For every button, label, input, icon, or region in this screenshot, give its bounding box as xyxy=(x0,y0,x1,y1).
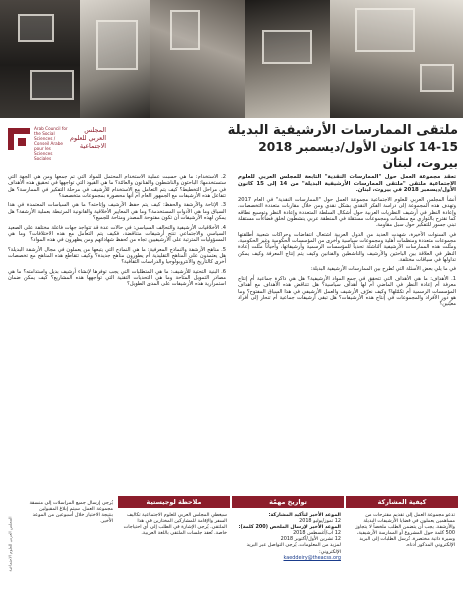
box-body: تدعو مجموعة العمل إلى تقديم مقترحات من مساهمين يعملون في قضايا الأرشيفات البديلة والأرشفة. يجب أن يتضمن الطلب ملخصاً لا يتجاوز 500 كلمة حول المشروع أو الممارسة الأرشيفية، وسيرة ذاتية مختصرة. تُرسل الطلبات إلى البريد الإلكتروني المذكور أدناه. xyxy=(355,512,455,549)
side-note-text: المجلس العربي للعلوم الاجتماعية xyxy=(7,516,13,572)
logo-arabic-text: المجلس العربي للعلوم الاجتماعية xyxy=(70,126,106,150)
question-ethics: 4. الأخلاقيات الأرشيفية والتحالف السياسي: في حالات عدة قد تتواجد جهات فاعلة مختلفة على الصعيد السياسي والاجتماعي تنتج أرشيفات متناقضة، فكيف يتم التعامل مع هذه الاختلافات؟ وما هي المسؤوليات المترتبة على الأرشيفيين تجاه من تُحفظ شهاداتهم ومن يظهرون في هذه المواد؟ xyxy=(8,224,226,244)
contact-text: لمزيد من المعلومات، يُرجى التواصل عبر البريد الإلكتروني: xyxy=(246,542,341,555)
questions-intro: في ما يلي بعض الأسئلة التي تُطرح بين الممارسات الأرشيفية البديلة: xyxy=(310,266,456,273)
event-dates: 14-15 كانون الأول/ديسمبر 2018 xyxy=(258,140,458,154)
box-heading: كيفية المشاركة xyxy=(346,496,458,508)
contact-email-link[interactable]: kaeddeiry@theacss.org xyxy=(283,554,341,561)
acss-logo-icon xyxy=(8,128,30,150)
question-objectives: 1. الأهداف: ما هي الأهداف التي تتحقق في جمع المواد الأرشيفية؟ هل هي ذاكرة جماعية أم إنتاج معرفة أم إعادة النظر في الماضي أم لها أهداف سياسية؟ هل تتناقض هذه الأهداف مع أهداف المؤسسات الرسمية أم تكمّلها؟ وكيف نعرّف الأرشيف والعمل الأرشيفي في هذا السياق المفتوح؟ وما هو دور الأفراد والمجموعات في إنتاج هذه الأرشيفات؟ هل تبقى أرشيفات جماعية أم تنحاز إلى أفراد معيّنين؟ xyxy=(238,276,456,308)
box-body: سيغطي المجلس العربي للعلوم الاجتماعية تكاليف السفر والإقامة للمشاركين المختارين في هذا الملتقى. يُرجى الإشارة في الطلب إلى أي احتياجات خاصة. تُعقد جلسات الملتقى باللغة العربية. xyxy=(123,512,227,537)
box-heading: ملاحظة لوجيستية xyxy=(118,496,230,508)
box-body xyxy=(232,508,344,561)
context-paragraph: في السنوات الأخيرة، شهدت العديد من الدول العربية اشتعال انتفاضات وحراكات شعبية أطلقتها مجموعات متعددة ومنظمات أهلية ومجموعات سياسية وأخرى من المؤسسات الحكومية وغير الحكومية، ومثّلت هذه الممارسات الأرشيفية الناشئة تحدياً للمؤسسات الرسمية وأرشيفاتها، وأحياناً مثّلت إعادة النظر في العلاقة بين الباحثين والأرشيف والناشطين والفنانين وكيف يتم إنتاج المعرفة وكيف يمكن تداولها في سياقات مختلفة. xyxy=(238,231,456,263)
date-value: 12 تموز/يوليو 2018 xyxy=(299,518,341,525)
date-value: 12 آب/أغسطس 2018 xyxy=(293,530,341,537)
logo-english-text: Arab Council for the Social Sciences / Conseil Arabe pour les Sciences Sociales xyxy=(34,126,68,161)
left-text-column xyxy=(8,174,226,291)
question-access: 3. الإتاحة والأرشفة والحفظ: كيف يتم حفظ الأرشيف وإتاحته؟ ما هي السياسات المعتمدة في هذا السياق وما هي الأدوات المستخدمة؟ وما هي المعايير الأخلاقية والقانونية المرتبطة بعملية الأرشفة؟ هل يمكن لهذه الأرشيفات أن تكون مفتوحة المصدر ومتاحة للجميع؟ xyxy=(8,202,226,221)
page-title: ملتقى الممارسات الأرشيفية البديلة xyxy=(227,123,458,138)
photo-frame xyxy=(420,64,454,92)
extra-note-box xyxy=(26,496,116,592)
question-methods: 5. مناهج الأرشفة والنماذج المعرفية: ما هي النماذج التي يتبعها من يعملون في مجال الأرشفة البديلة؟ هل يعتمدون على المناهج التقليدية أم يطورون مناهج جديدة؟ وكيف تتقاطع هذه المناهج مع تخصصات أخرى كالتاريخ والأنثروبولوجيا والدراسات الثقافية؟ xyxy=(8,246,226,266)
acss-logo xyxy=(8,124,104,168)
photo-frame xyxy=(96,20,138,70)
info-boxes xyxy=(6,496,458,592)
photo-frame xyxy=(30,70,74,100)
how-to-participate-box xyxy=(346,496,458,592)
right-text-column xyxy=(238,174,456,311)
photo-frame xyxy=(355,8,415,52)
intro-lead: تعقد مجموعة العمل حول "الممارسات النقدية" التابعة للمجلس العربي للعلوم الاجتماعية ملتقى "ملتقى الممارسات الأرشيفية البديلة" من 14 إلى 15 كانون الأول/ديسمبر 2018 في بيروت، لبنان. xyxy=(238,174,456,194)
photo-frame xyxy=(262,30,312,64)
date-label: الموعد الأخير لإرسال الملخص (200 كلمة): xyxy=(238,524,341,531)
question-infrastructure: 6. البنية التحتية للأرشيف: ما هي المتطلبات التي يجب توفرها لإنشاء أرشيف بديل واستدامته؟ ما هي مصادر التمويل المتاحة وما هي التحديات التقنية التي تواجهها هذه المشاريع؟ كيف يمكن ضمان استمرارية هذه الأرشيفات على المدى الطويل؟ xyxy=(8,268,226,288)
intro-paragraph: أنشأ المجلس العربي للعلوم الاجتماعية مجموعة العمل حول "الممارسات النقدية" في العام 2017 وتهدف هذه المجموعة إلى دراسة الفكر النقدي بشكل نقدي ومن خلال مقاربات متعددة التخصصات، وإعادة النظر في أرشيف النظريات العربية حول أشكال السلطة المتعددة وإعادة النظر وتوسيع نطاقه كما نقترح بالتوازي مع منظمات ومجموعات مستقلة في المنطقة عربي ينشطون لخلق فضاءات مستقلة تبني جسور للتفكير حول سبل مقاومة. xyxy=(238,197,456,229)
header-photo-banner xyxy=(0,0,463,118)
photo-frame xyxy=(18,14,54,42)
question-usage: 2. الاستخدام: ما هي حسبت عملية الاستخدام المحتمل للمواد التي تم جمعها ومن هي الجهة التي ستستخدمها: الباحثون والناشطون والفنانون والعامّة؟ ما هي القيود التي تواجهها في تحقيق هذه الأهداف في مراحل التخطيط؟ كيف يتم التعامل مع الاستخدام للأرشيف في مرحلة التفكير في الممارسة؟ هل تتفاعل هذه الأرشيفات مع الجمهور العام أم أنها محصورة بمجموعات متخصصة؟ xyxy=(8,174,226,199)
date-label: الموعد الأخير لتأكيد المشاركة: xyxy=(268,512,341,518)
important-dates-box xyxy=(232,496,344,592)
box-heading: تواريخ مهمّة xyxy=(232,496,344,508)
vertical-side-note xyxy=(4,516,14,592)
event-location: بيروت، لبنان xyxy=(382,156,458,170)
page-title-block xyxy=(150,122,458,171)
date-value: 12 تشرين الأول/أكتوبر 2018 xyxy=(280,536,341,543)
box-body: يُرجى إرسال جميع المراسلات إلى منسقة مجموعة العمل. سيتم إبلاغ المقبولين بنتيجة الاختيار خلال أسبوعين من الموعد الأخير. xyxy=(29,500,113,525)
photo-frame xyxy=(170,10,200,50)
logistics-note-box xyxy=(118,496,230,592)
